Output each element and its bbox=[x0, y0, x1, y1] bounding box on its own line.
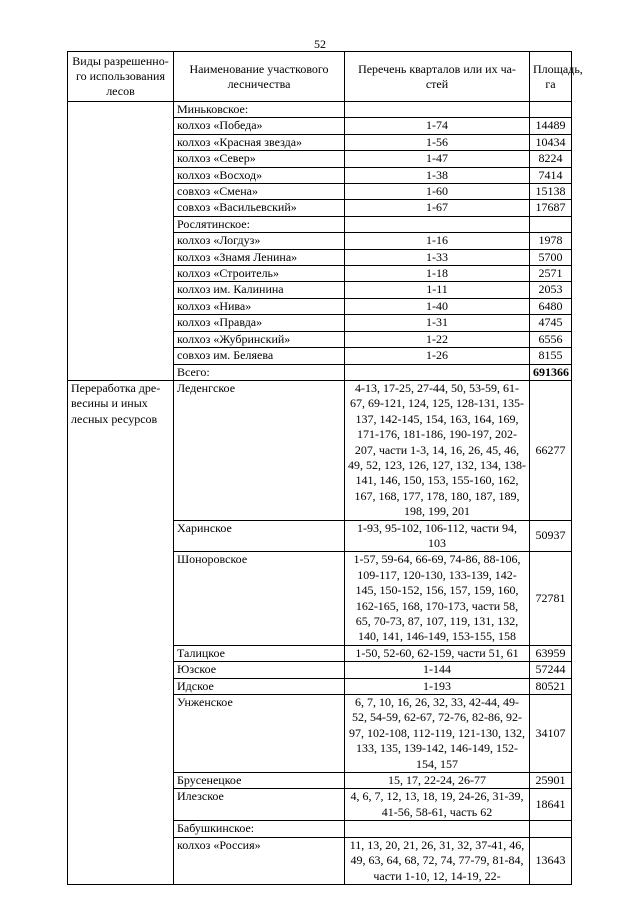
forestry-name-cell: Миньковское: bbox=[174, 102, 345, 118]
quarters-cell: 4-13, 17-25, 27-44, 50, 53-59, 61-67, 69-121, 124, 125, 128-131, 135-137, 142-145, 154, 163, 164, 169, 171-176, 181-186, 190-197, 202-207, части 1-3, 14, 16, 26, 45, 46, 49, 52, 123, 126, 127, 132, 134, 138-141, 146, 150, 153, 155-160, 162, 167, 168, 177, 178, 180, 187, 189, 198, 199, 201 bbox=[345, 380, 530, 520]
quarters-cell: 1-38 bbox=[345, 167, 530, 183]
area-cell: 8155 bbox=[530, 348, 572, 364]
header-row bbox=[68, 52, 572, 102]
area-cell: 15138 bbox=[530, 184, 572, 200]
header-quarters: Перечень кварталов или их ча-стей bbox=[345, 52, 530, 102]
forestry-name-cell: совхоз «Смена» bbox=[174, 184, 345, 200]
area-cell: 2053 bbox=[530, 282, 572, 298]
forestry-name-cell: Юзское bbox=[174, 662, 345, 678]
forestry-name-cell: колхоз им. Калинина bbox=[174, 282, 345, 298]
forestry-name-cell: колхоз «Восход» bbox=[174, 167, 345, 183]
forestry-name-cell: колхоз «Нива» bbox=[174, 298, 345, 314]
forestry-name-cell: Леденгское bbox=[174, 380, 345, 520]
area-cell: 80521 bbox=[530, 678, 572, 694]
forestry-name-cell: Брусенецкое bbox=[174, 773, 345, 789]
use-type-cell bbox=[68, 102, 174, 381]
quarters-cell: 1-60 bbox=[345, 184, 530, 200]
area-cell: 17687 bbox=[530, 200, 572, 216]
header-forestry-name: Наименование участкового лесничества bbox=[174, 52, 345, 102]
quarters-cell: 1-93, 95-102, 106-112, части 94, 103 bbox=[345, 520, 530, 552]
quarters-cell: 1-33 bbox=[345, 249, 530, 265]
quarters-cell: 1-47 bbox=[345, 151, 530, 167]
quarters-cell: 1-18 bbox=[345, 266, 530, 282]
forestry-name-cell: колхоз «Строитель» bbox=[174, 266, 345, 282]
total-value: 691366 bbox=[530, 364, 572, 380]
quarters-cell: 1-193 bbox=[345, 678, 530, 694]
area-cell: 8224 bbox=[530, 151, 572, 167]
area-cell: 6480 bbox=[530, 298, 572, 314]
forestry-name-cell: Идское bbox=[174, 678, 345, 694]
area-cell: 5700 bbox=[530, 249, 572, 265]
area-cell: 72781 bbox=[530, 552, 572, 645]
area-cell: 2571 bbox=[530, 266, 572, 282]
quarters-cell: 1-11 bbox=[345, 282, 530, 298]
forestry-name-cell: колхоз «Жубринский» bbox=[174, 331, 345, 347]
forestry-name-cell: Шоноровское bbox=[174, 552, 345, 645]
forestry-name-cell: колхоз «Правда» bbox=[174, 315, 345, 331]
area-cell: 63959 bbox=[530, 645, 572, 661]
area-cell: 25901 bbox=[530, 773, 572, 789]
use-type-cell: Переработка дре-весины и иных лесных ресурсов bbox=[68, 380, 174, 884]
header-use-type: Виды разрешенно-го использования лесов bbox=[68, 52, 174, 102]
quarters-cell: 1-50, 52-60, 62-159, части 51, 61 bbox=[345, 645, 530, 661]
quarters-cell: 1-31 bbox=[345, 315, 530, 331]
total-quarters-cell bbox=[345, 364, 530, 380]
page-number: 52 bbox=[314, 37, 326, 51]
area-cell: 34107 bbox=[530, 695, 572, 773]
quarters-cell: 1-74 bbox=[345, 118, 530, 134]
quarters-cell: 6, 7, 10, 16, 26, 32, 33, 42-44, 49-52, 54-59, 62-67, 72-76, 82-86, 92-97, 102-108, 112-119, 121-130, 132, 133, 135, 139-142, 146-149, 152-154, 157 bbox=[345, 695, 530, 773]
quarters-cell: 1-26 bbox=[345, 348, 530, 364]
quarters-cell bbox=[345, 102, 530, 118]
area-cell: 50937 bbox=[530, 520, 572, 552]
quarters-cell: 1-67 bbox=[345, 200, 530, 216]
forestry-name-cell: колхоз «Север» bbox=[174, 151, 345, 167]
quarters-cell: 1-22 bbox=[345, 331, 530, 347]
quarters-cell: 4, 6, 7, 12, 13, 18, 19, 24-26, 31-39, 41-56, 58-61, часть 62 bbox=[345, 789, 530, 821]
forestry-name-cell: колхоз «Россия» bbox=[174, 837, 345, 884]
area-cell: 14489 bbox=[530, 118, 572, 134]
forestry-name-cell: Бабушкинское: bbox=[174, 821, 345, 837]
area-cell: 18641 bbox=[530, 789, 572, 821]
forestry-name-cell: Талицкое bbox=[174, 645, 345, 661]
quarters-cell: 11, 13, 20, 21, 26, 31, 32, 37-41, 46, 49, 63, 64, 68, 72, 74, 77-79, 81-84, части 1-10, 12, 14-19, 22- bbox=[345, 837, 530, 884]
quarters-cell: 15, 17, 22-24, 26-77 bbox=[345, 773, 530, 789]
area-cell: 66277 bbox=[530, 380, 572, 520]
forestry-name-cell: колхоз «Красная звезда» bbox=[174, 134, 345, 150]
table-row bbox=[68, 102, 572, 118]
quarters-cell: 1-57, 59-64, 66-69, 74-86, 88-106, 109-117, 120-130, 133-139, 142-145, 150-152, 156, 157, 159, 160, 162-165, 168, 170-173, части 58, 65, 70-73, 87, 107, 119, 131, 132, 140, 141, 146-149, 153-155, 158 bbox=[345, 552, 530, 645]
quarters-cell bbox=[345, 821, 530, 837]
forestry-name-cell: колхоз «Знамя Ленина» bbox=[174, 249, 345, 265]
area-cell bbox=[530, 821, 572, 837]
area-cell: 4745 bbox=[530, 315, 572, 331]
forestry-name-cell: Рослятинское: bbox=[174, 216, 345, 232]
forestry-name-cell: совхоз «Васильевский» bbox=[174, 200, 345, 216]
forestry-name-cell: совхоз им. Беляева bbox=[174, 348, 345, 364]
forest-use-table bbox=[67, 51, 583, 885]
area-cell: 13643 bbox=[530, 837, 572, 884]
forestry-name-cell: Харинское bbox=[174, 520, 345, 552]
area-cell bbox=[530, 216, 572, 232]
area-cell: 57244 bbox=[530, 662, 572, 678]
area-cell: 10434 bbox=[530, 134, 572, 150]
table-row bbox=[68, 380, 572, 520]
area-cell: 6556 bbox=[530, 331, 572, 347]
total-label: Всего: bbox=[174, 364, 345, 380]
header-area: Площадь, га bbox=[530, 52, 572, 102]
quarters-cell: 1-40 bbox=[345, 298, 530, 314]
forestry-name-cell: колхоз «Победа» bbox=[174, 118, 345, 134]
quarters-cell: 1-144 bbox=[345, 662, 530, 678]
area-cell: 1978 bbox=[530, 233, 572, 249]
quarters-cell bbox=[345, 216, 530, 232]
area-cell: 7414 bbox=[530, 167, 572, 183]
area-cell bbox=[530, 102, 572, 118]
forestry-name-cell: Илезское bbox=[174, 789, 345, 821]
forestry-name-cell: Унженское bbox=[174, 695, 345, 773]
quarters-cell: 1-56 bbox=[345, 134, 530, 150]
forestry-name-cell: колхоз «Логдуз» bbox=[174, 233, 345, 249]
quarters-cell: 1-16 bbox=[345, 233, 530, 249]
